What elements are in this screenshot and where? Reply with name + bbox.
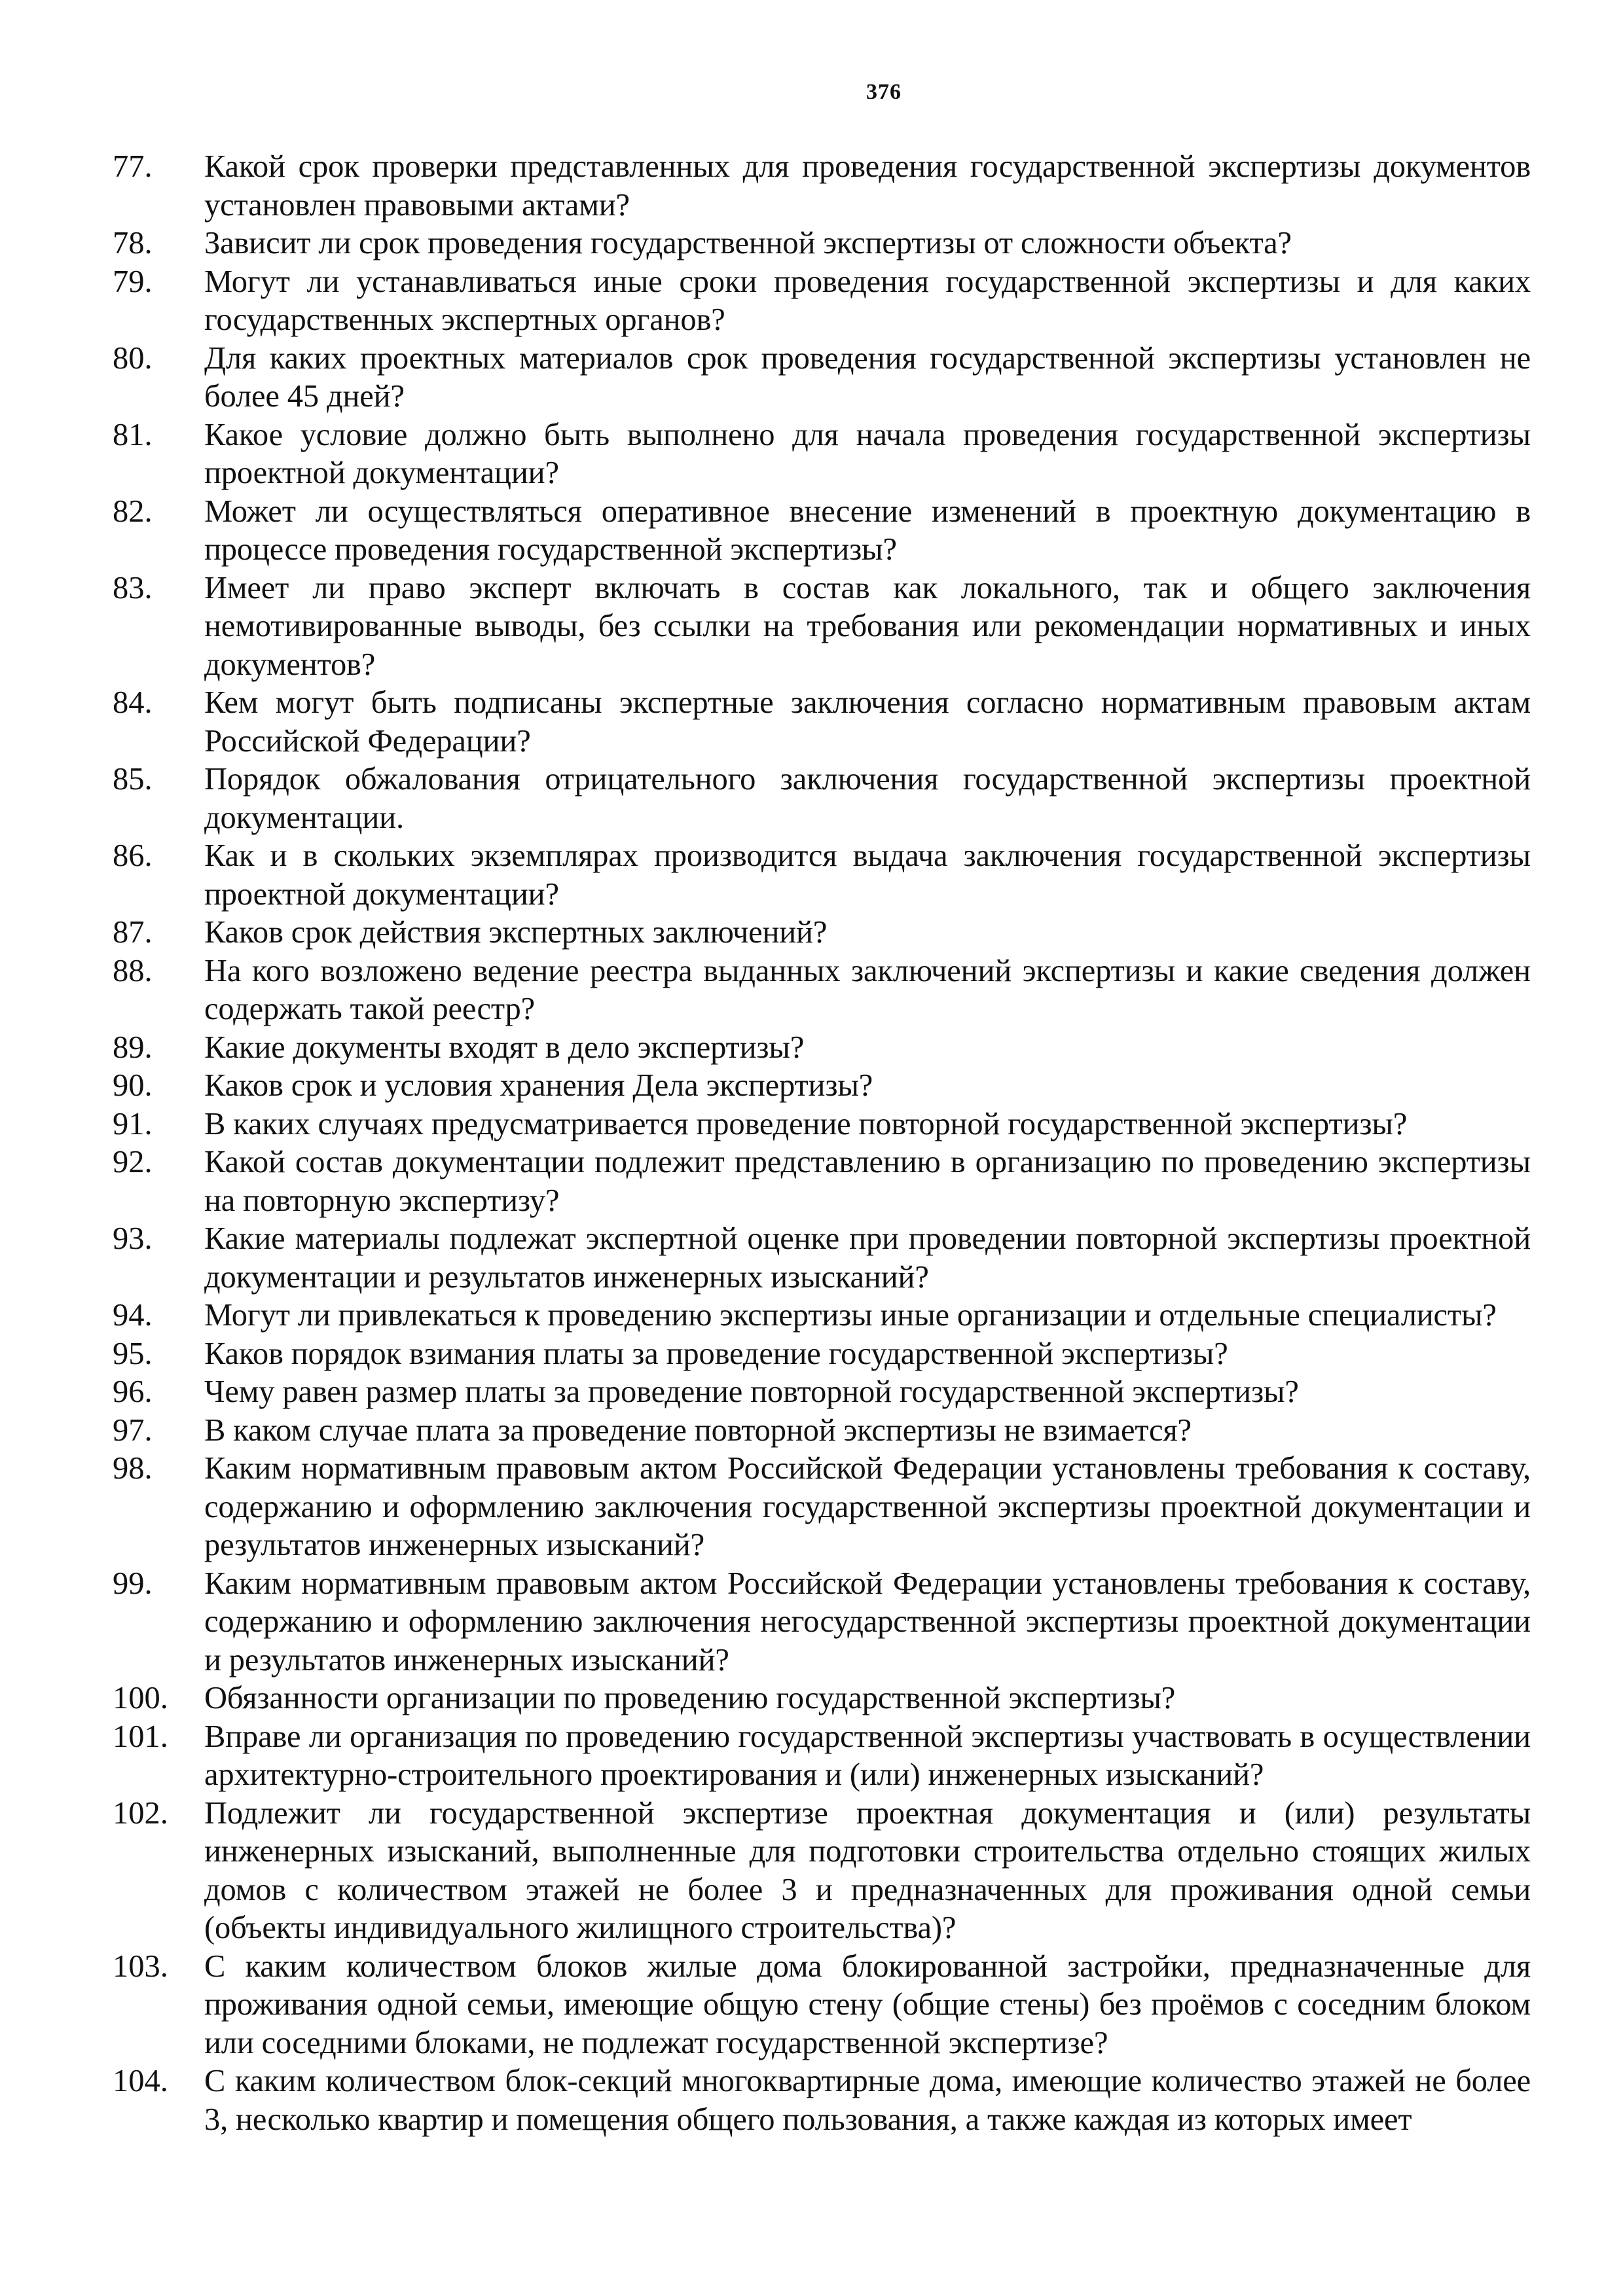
- question-item: [113, 761, 1531, 837]
- question-text: Как и в скольких экземплярах производится выдача заключения государственной экспертизы проектной документации?: [204, 838, 1531, 912]
- question-text: Какой состав документации подлежит представлению в организацию по проведению экспертизы на повторную экспертизу?: [204, 1145, 1531, 1218]
- question-number: 90.: [113, 1068, 153, 1103]
- question-number: 84.: [113, 685, 153, 720]
- question-item: [113, 1143, 1531, 1220]
- question-item: [113, 1565, 1531, 1680]
- question-item: [113, 263, 1531, 340]
- question-number: 103.: [113, 1948, 168, 1984]
- question-text: Каким нормативным правовым актом Российской Федерации установлены требования к составу, содержанию и оформлению заключения негосударственной экспертизы проектной документации и результатов инженерных изысканий?: [204, 1566, 1531, 1677]
- question-item: [113, 914, 1531, 952]
- question-item: [113, 416, 1531, 493]
- question-item: [113, 837, 1531, 914]
- question-text: Чему равен размер платы за проведение повторной государственной экспертизы?: [204, 1374, 1299, 1409]
- question-number: 100.: [113, 1681, 168, 1715]
- question-number: 81.: [113, 417, 153, 452]
- question-text: Какие материалы подлежат экспертной оценке при проведении повторной экспертизы проектной документации и результатов инженерных изысканий?: [204, 1221, 1531, 1295]
- question-item: [113, 569, 1531, 685]
- question-item: [113, 952, 1531, 1029]
- question-number: 85.: [113, 762, 153, 797]
- question-text: Каков срок и условия хранения Дела экспертизы?: [204, 1068, 873, 1103]
- question-item: [113, 684, 1531, 761]
- question-number: 96.: [113, 1374, 153, 1409]
- question-number: 86.: [113, 838, 153, 873]
- question-number: 98.: [113, 1451, 153, 1486]
- question-number: 91.: [113, 1106, 153, 1141]
- question-number: 78.: [113, 226, 153, 260]
- question-text: Вправе ли организация по проведению государственной экспертизы участвовать в осуществлении архитектурно-строительного проектирования и (или) инженерных изысканий?: [204, 1719, 1531, 1792]
- question-item: [113, 493, 1531, 569]
- question-text: Имеет ли право эксперт включать в состав как локального, так и общего заключения немотивированные выводы, без ссылки на требования или рекомендации нормативных и иных документов?: [204, 570, 1531, 682]
- question-number: 102.: [113, 1795, 168, 1831]
- question-item: [113, 1948, 1531, 2063]
- question-number: 82.: [113, 493, 153, 529]
- question-text: С каким количеством блоков жилые дома блокированной застройки, предназначенные для проживания одной семьи, имеющие общую стену (общие стены) без проёмов с соседним блоком или соседними блоками, не подлежат государственной экспертизе?: [204, 1948, 1531, 2060]
- question-text: Зависит ли срок проведения государственной экспертизы от сложности объекта?: [204, 226, 1292, 260]
- question-item: [113, 1029, 1531, 1067]
- question-number: 88.: [113, 953, 153, 988]
- question-text: Какой срок проверки представленных для проведения государственной экспертизы документов установлен правовыми актами?: [204, 149, 1531, 223]
- question-number: 101.: [113, 1719, 168, 1754]
- question-item: [113, 1795, 1531, 1948]
- question-number: 97.: [113, 1412, 153, 1448]
- question-number: 77.: [113, 149, 153, 184]
- question-text: На кого возложено ведение реестра выданных заключений экспертизы и какие сведения должен содержать такой реестр?: [204, 953, 1531, 1026]
- question-item: [113, 1412, 1531, 1450]
- question-item: [113, 148, 1531, 224]
- question-item: [113, 224, 1531, 263]
- question-text: Для каких проектных материалов срок проведения государственной экспертизы установлен не более 45 дней?: [204, 340, 1531, 414]
- question-number: 99.: [113, 1566, 153, 1601]
- question-text: Могут ли привлекаться к проведению экспертизы иные организации и отдельные специалисты?: [204, 1298, 1497, 1333]
- question-list: [113, 148, 1531, 2139]
- question-item: [113, 1373, 1531, 1412]
- question-item: [113, 1297, 1531, 1335]
- question-text: Каким нормативным правовым актом Российской Федерации установлены требования к составу, содержанию и оформлению заключения государственной экспертизы проектной документации и результатов инженерных изысканий?: [204, 1451, 1531, 1562]
- page-number: 376: [866, 80, 902, 104]
- question-number: 79.: [113, 264, 153, 299]
- question-text: В каких случаях предусматривается проведение повторной государственной экспертизы?: [204, 1106, 1408, 1141]
- question-item: [113, 1335, 1531, 1374]
- question-item: [113, 340, 1531, 416]
- question-number: 94.: [113, 1298, 153, 1333]
- question-item: [113, 1718, 1531, 1795]
- question-text: Обязанности организации по проведению государственной экспертизы?: [204, 1681, 1176, 1715]
- question-number: 92.: [113, 1145, 153, 1179]
- question-text: Может ли осуществляться оперативное внесение изменений в проектную документацию в процессе проведения государственной экспертизы?: [204, 493, 1531, 567]
- question-text: Кем могут быть подписаны экспертные заключения согласно нормативным правовым актам Российской Федерации?: [204, 685, 1531, 759]
- question-number: 89.: [113, 1030, 153, 1065]
- question-item: [113, 1679, 1531, 1718]
- question-number: 87.: [113, 915, 153, 950]
- question-text: Каков срок действия экспертных заключений?: [204, 915, 828, 950]
- question-text: Подлежит ли государственной экспертизе проектная документация и (или) результаты инженерных изысканий, выполненные для подготовки строительства отдельно стоящих жилых домов с количеством этажей не более 3 и предназначенных для проживания одной семьи (объекты индивидуального жилищного строительства)?: [204, 1795, 1531, 1945]
- question-item: [113, 2062, 1531, 2139]
- question-item: [113, 1105, 1531, 1144]
- question-text: Какое условие должно быть выполнено для начала проведения государственной экспертизы проектной документации?: [204, 417, 1531, 490]
- question-item: [113, 1450, 1531, 1565]
- question-text: В каком случае плата за проведение повторной экспертизы не взимается?: [204, 1412, 1192, 1448]
- question-text: Порядок обжалования отрицательного заключения государственной экспертизы проектной документации.: [204, 762, 1531, 835]
- question-item: [113, 1067, 1531, 1105]
- question-item: [113, 1220, 1531, 1297]
- question-text: Какие документы входят в дело экспертизы?: [204, 1030, 805, 1065]
- question-text: Каков порядок взимания платы за проведение государственной экспертизы?: [204, 1336, 1228, 1371]
- question-text: С каким количеством блок-секций многоквартирные дома, имеющие количество этажей не более 3, несколько квартир и помещения общего пользования, а также каждая из которых имеет: [204, 2064, 1531, 2137]
- question-number: 104.: [113, 2064, 168, 2098]
- question-number: 95.: [113, 1336, 153, 1371]
- question-text: Могут ли устанавливаться иные сроки проведения государственной экспертизы и для каких государственных экспертных органов?: [204, 264, 1531, 337]
- question-number: 93.: [113, 1221, 153, 1256]
- question-number: 83.: [113, 570, 153, 605]
- question-number: 80.: [113, 340, 153, 376]
